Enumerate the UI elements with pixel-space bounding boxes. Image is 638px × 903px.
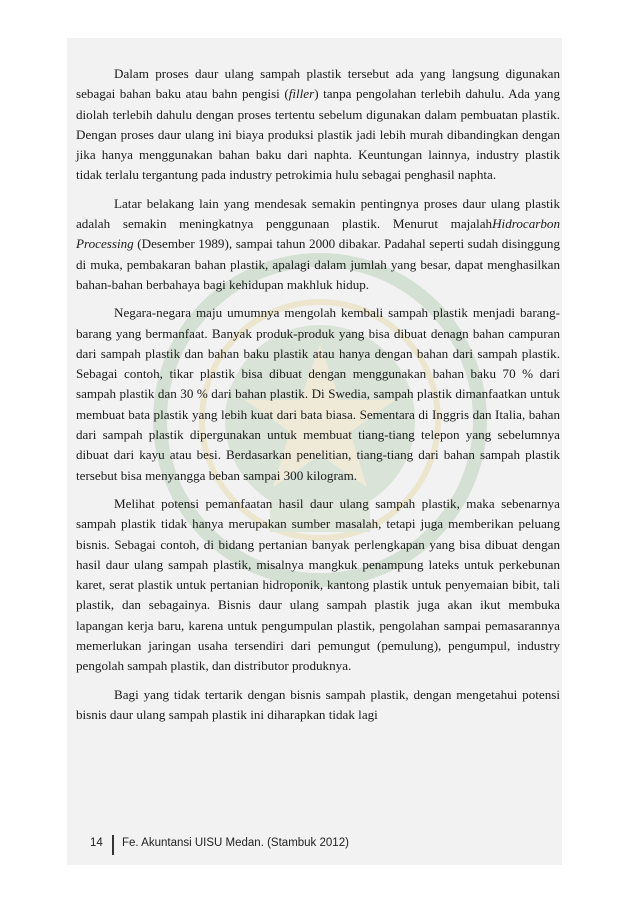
paragraph (76, 303, 560, 486)
paragraph-text: Negara-negara maju umumnya mengolah kembali sampah plastik menjadi barang-barang yang bermanfaat. Banyak produk-produk yang bisa dibuat denagn bahan campuran dari sampah plastik dan bahan baku plastik atau hanya dengan bahan dari sampah plastik. Sebagai contoh, tikar plastik bisa dibuat dengan menggunakan bahan baku 70 % dari sampah plastik dan 30 % dari bahan plastik. Di Swedia, sampah plastik dimanfaatkan untuk membuat bata plastik yang lebih kuat dari bata biasa. Sementara di Inggris dan Italia, bahan dari sampah plastik dipergunakan untuk membuat tiang-tiang telepon yang sebelumnya dibuat dari kayu atau besi. Berdasarkan penelitian, tiang-tiang dari bahan sampah plastik tersebut bisa menyangga beban sampai 300 kilogram. (76, 305, 560, 483)
page-number: 14 (90, 837, 103, 849)
paragraph (76, 685, 560, 726)
paragraph-text: ) tanpa pengolahan terlebih dahulu. Ada yang diolah terlebih dahulu dengan proses tertentu sebelum digunakan dalam pembuatan plastik. Dengan proses daur ulang ini biaya produksi plastik jadi lebih murah dibandingkan dengan jika hanya menggunakan bahan baku dari naphta. Keuntungan lainnya, industry plastik tidak terlalu tergantung pada industry petrokimia hulu sebagai penghasil naphta. (76, 86, 560, 183)
footer-divider (112, 835, 114, 855)
body-text (76, 64, 560, 733)
paragraph (76, 64, 560, 186)
italic-term: Hidrocarbon Processing (76, 216, 560, 252)
page-footer (0, 833, 638, 857)
italic-term: filler (288, 86, 315, 102)
footer-text: Fe. Akuntansi UISU Medan. (Stambuk 2012) (122, 837, 349, 849)
paragraph-text: (Desember 1989), sampai tahun 2000 dibakar. Padahal seperti sudah disinggung di muka, pembakaran bahan plastik, apalagi dalam jumlah yang besar, dapat menghasilkan bahan-bahan berbahaya bagi kehidupan makhluk hidup. (76, 236, 560, 292)
paragraph-text: Dalam proses daur ulang sampah plastik tersebut ada yang langsung digunakan sebagai bahan baku atau bahn pengisi ( (76, 66, 560, 102)
paragraph (76, 194, 560, 295)
paragraph-text: Bagi yang tidak tertarik dengan bisnis sampah plastik, dengan mengetahui potensi bisnis daur ulang sampah plastik ini diharapkan tidak lagi (76, 686, 560, 722)
paragraph-text: Melihat potensi pemanfaatan hasil daur ulang sampah plastik, maka sebenarnya sampah plastik tidak hanya merupakan sumber masalah, tetapi juga memberikan peluang bisnis. Sebagai contoh, di bidang pertanian banyak perlengkapan yang bisa dibuat dengan hasil daur ulang sampah plastik, misalnya mangkuk penampung lateks untuk perkebunan karet, serat plastik untuk pertanian hidroponik, kantong plastik untuk penyemaian bibit, tali plastik, dan sebagainya. Bisnis daur ulang sampah plastik juga akan ikut membuka lapangan kerja baru, karena untuk pengumpulan plastik, pengolahan sampai pemasarannya memerlukan jaringan usaha tersendiri dari pemungut (pemulung), pengumpul, industry pengolah sampah plastik, dan distributor produknya. (76, 495, 560, 674)
paragraph-text: Latar belakang lain yang mendesak semakin pentingnya proses daur ulang plastik adalah semakin meningkatnya penggunaan plastik. Menurut majalah (76, 195, 560, 232)
paragraph (76, 494, 560, 677)
